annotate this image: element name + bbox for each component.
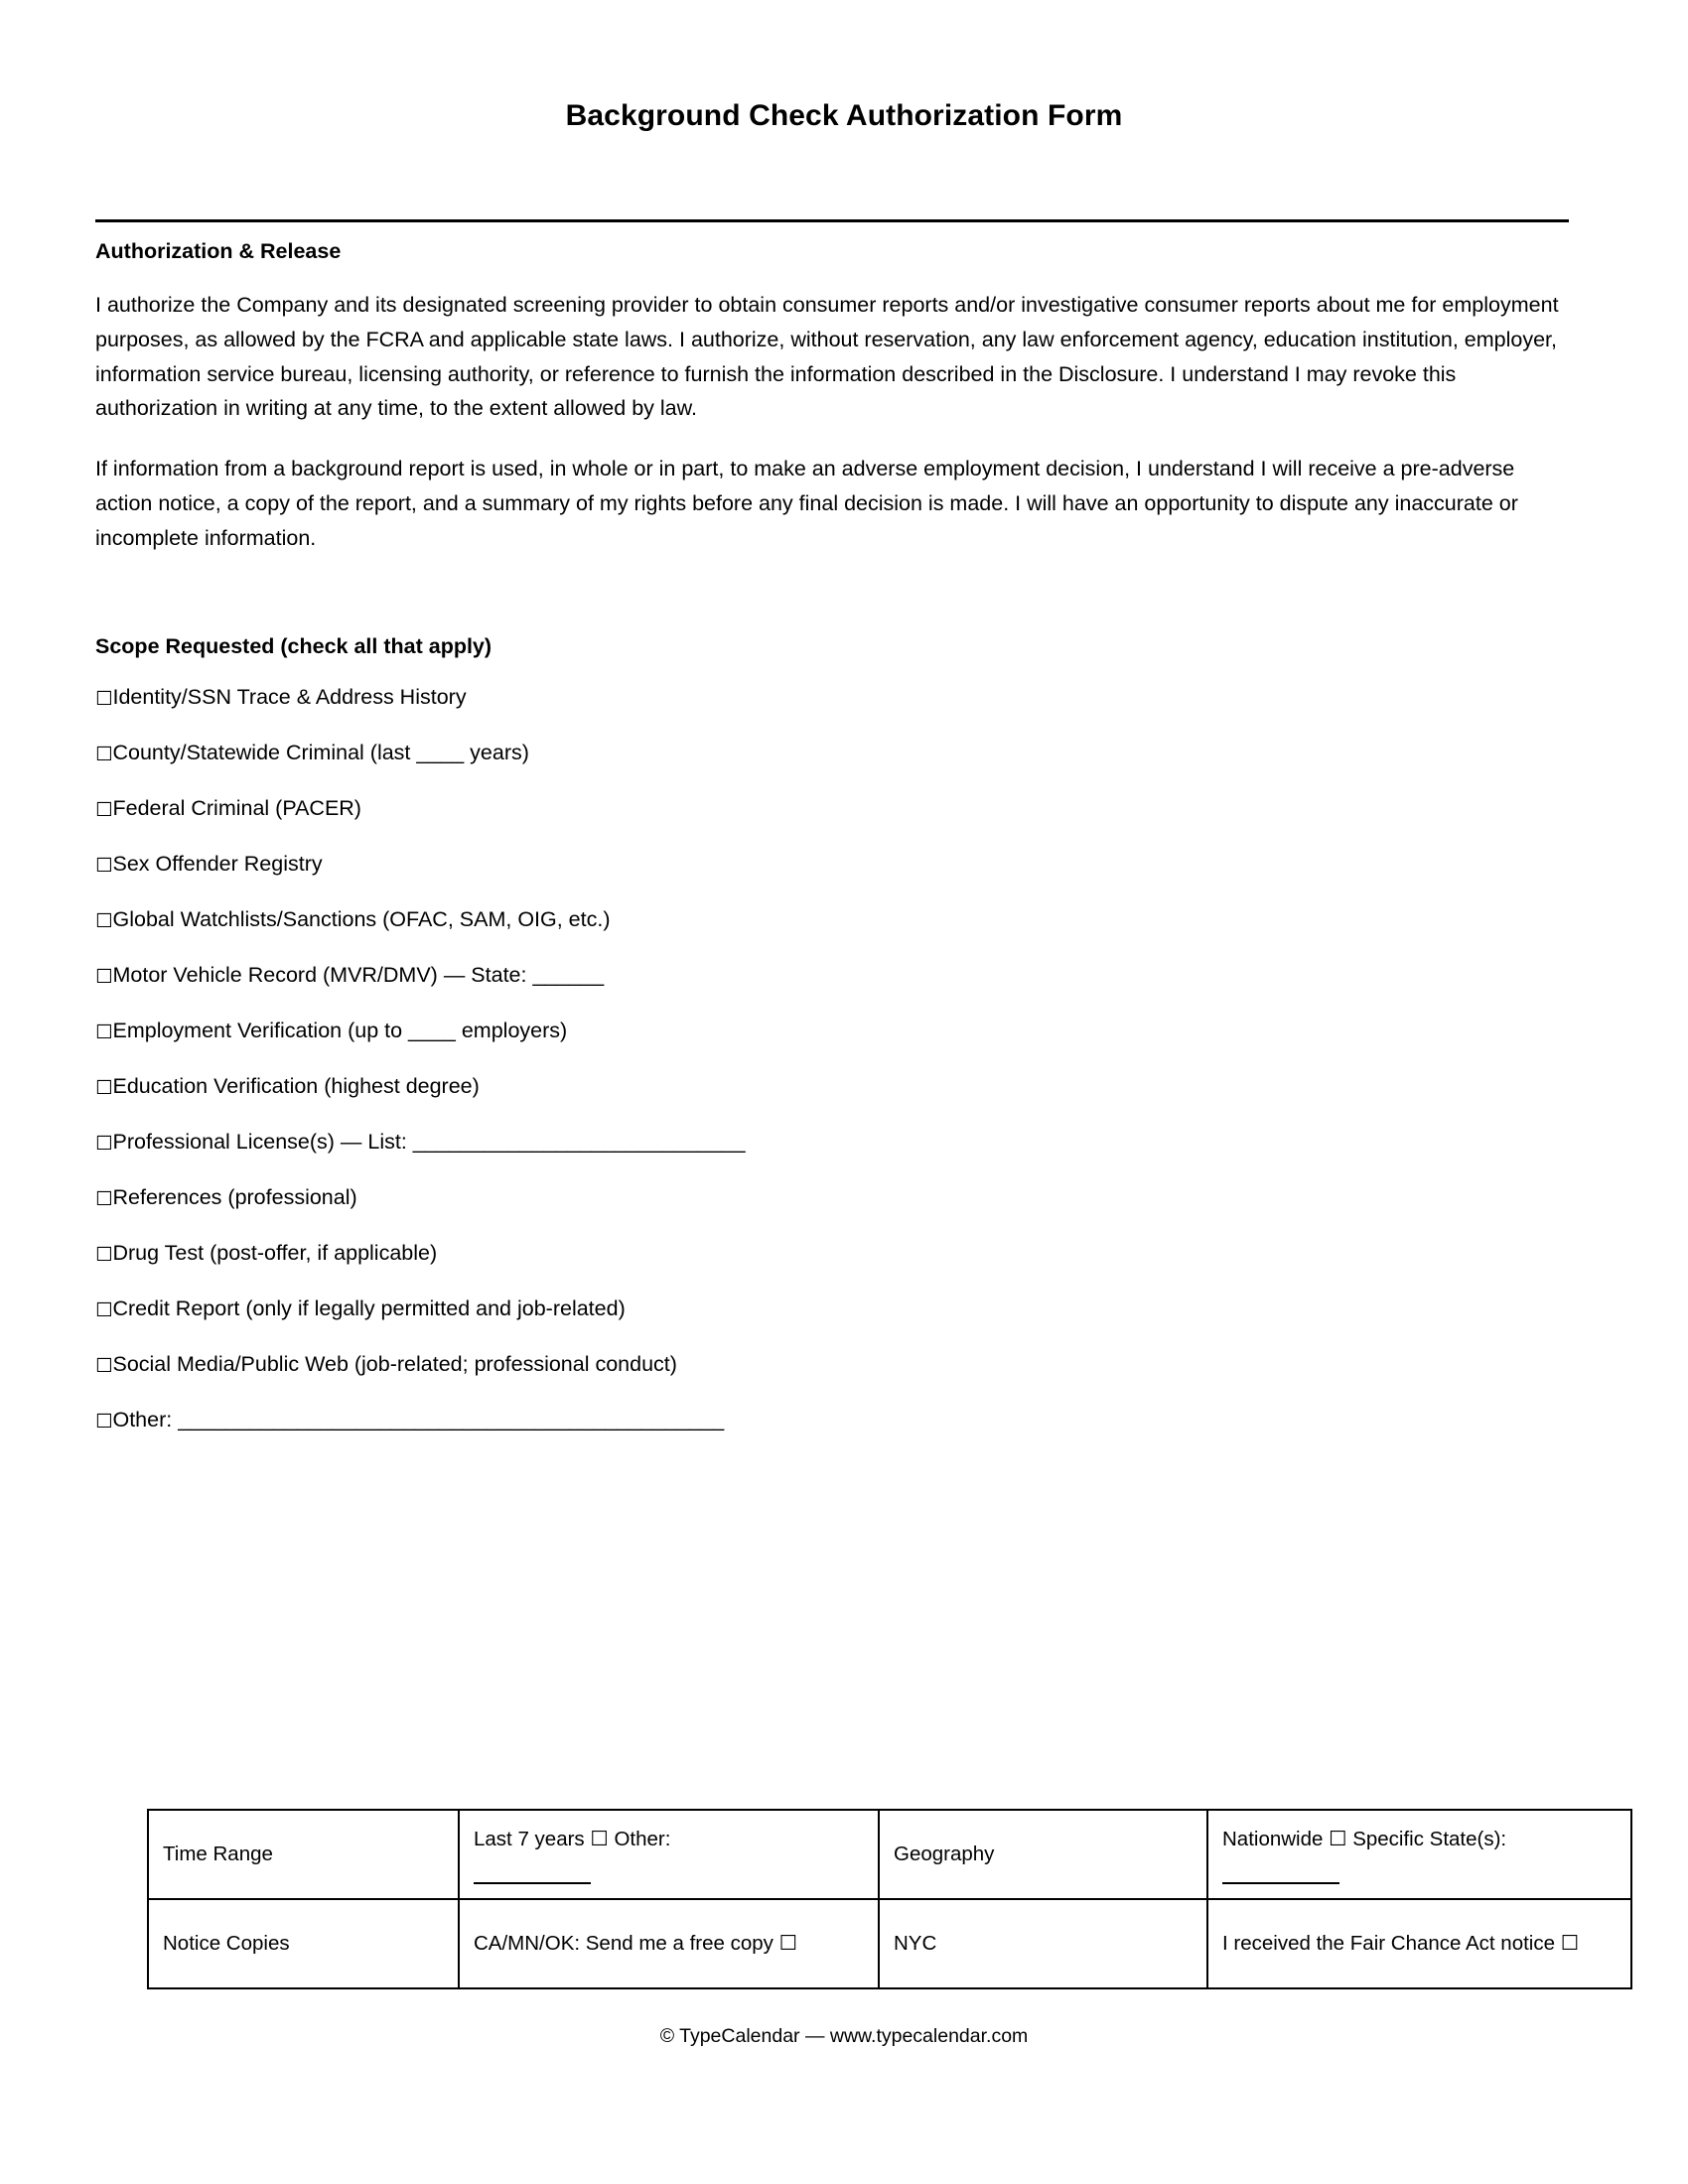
- authorization-paragraph-2: If information from a background report is used, in whole or in part, to make an adverse employment decision, I understand I will receive a pre-adverse action notice, a copy of the report, and a summary of my rights before any final decision is made. I will have an opportunity to dispute any inaccurate or incomplete information.: [95, 457, 1518, 550]
- title-divider: [95, 219, 1569, 222]
- scope-item-county-statewide-criminal[interactable]: [95, 739, 1569, 767]
- page-footer: © TypeCalendar — www.typecalendar.com: [659, 2025, 1029, 2047]
- checkbox-icon[interactable]: ☐: [95, 964, 113, 988]
- scope-item-label: Motor Vehicle Record (MVR/DMV) — State: ______: [112, 962, 605, 987]
- checkbox-icon[interactable]: ☐: [95, 853, 113, 877]
- scope-item-label: References (professional): [112, 1184, 357, 1209]
- scope-item-other[interactable]: [95, 1406, 1569, 1434]
- scope-item-drug-test[interactable]: [95, 1239, 1569, 1268]
- checkbox-icon[interactable]: ☐: [95, 1242, 113, 1266]
- table-cell-geography-value[interactable]: [1207, 1810, 1631, 1899]
- authorization-section-heading: Authorization & Release: [95, 239, 342, 263]
- checkbox-icon[interactable]: ☐: [95, 797, 113, 821]
- checkbox-icon[interactable]: ☐: [95, 1409, 113, 1433]
- scope-item-label: Sex Offender Registry: [112, 851, 323, 876]
- scope-item-label: Identity/SSN Trace & Address History: [112, 684, 467, 709]
- time-range-blank-line[interactable]: [474, 1881, 591, 1884]
- scope-checklist: [95, 683, 1569, 1434]
- checkbox-icon[interactable]: ☐: [95, 742, 113, 765]
- scope-item-references[interactable]: [95, 1183, 1569, 1212]
- scope-item-education-verification[interactable]: [95, 1072, 1569, 1101]
- checkbox-icon[interactable]: ☐: [95, 1131, 113, 1155]
- scope-item-label: Other: ______________________________________________: [112, 1407, 725, 1432]
- scope-item-social-media[interactable]: [95, 1350, 1569, 1379]
- table-row: [148, 1899, 1631, 1988]
- scope-item-credit-report[interactable]: [95, 1295, 1569, 1323]
- scope-item-sex-offender-registry[interactable]: [95, 850, 1569, 879]
- authorization-paragraph-1: I authorize the Company and its designated screening provider to obtain consumer reports and/or investigative consumer reports about me for employment purposes, as allowed by the FCRA and applicable state laws. I authorize, without reservation, any law enforcement agency, education institution, employer, information service bureau, licensing authority, or reference to furnish the information described in the Disclosure. I understand I may revoke this authorization in writing at any time, to the extent allowed by law.: [95, 292, 1559, 421]
- geography-options: Nationwide ☐ Specific State(s):: [1222, 1828, 1507, 1851]
- scope-item-label: Employment Verification (up to ____ employers): [112, 1018, 568, 1042]
- scope-item-label: County/Statewide Criminal (last ____ years): [112, 740, 529, 764]
- table-cell-notice-copies-value[interactable]: CA/MN/OK: Send me a free copy ☐: [459, 1899, 879, 1988]
- geography-blank-line[interactable]: [1222, 1881, 1339, 1884]
- scope-item-motor-vehicle-record[interactable]: [95, 961, 1569, 990]
- table-cell-notice-copies-label: Notice Copies: [148, 1899, 459, 1988]
- document-content: [95, 238, 1569, 1461]
- scope-item-label: Professional License(s) — List: ____________________________: [112, 1129, 746, 1154]
- checkbox-icon[interactable]: ☐: [95, 908, 113, 932]
- scope-item-label: Education Verification (highest degree): [112, 1073, 480, 1098]
- scope-item-label: Social Media/Public Web (job-related; professional conduct): [112, 1351, 677, 1376]
- scope-item-professional-license[interactable]: [95, 1128, 1569, 1157]
- scope-item-global-watchlists[interactable]: [95, 905, 1569, 934]
- table-cell-nyc-value[interactable]: I received the Fair Chance Act notice ☐: [1207, 1899, 1631, 1988]
- details-table: [147, 1809, 1632, 1989]
- scope-section-heading: Scope Requested (check all that apply): [95, 633, 492, 658]
- checkbox-icon[interactable]: ☐: [95, 1353, 113, 1377]
- scope-item-federal-criminal[interactable]: [95, 794, 1569, 823]
- time-range-options: Last 7 years ☐ Other:: [474, 1828, 671, 1851]
- checkbox-icon[interactable]: ☐: [95, 686, 113, 710]
- scope-item-identity-ssn-trace[interactable]: [95, 683, 1569, 712]
- scope-item-label: Global Watchlists/Sanctions (OFAC, SAM, OIG, etc.): [112, 906, 611, 931]
- section-spacer: [95, 582, 1569, 633]
- scope-item-label: Federal Criminal (PACER): [112, 795, 361, 820]
- table-cell-time-range-label: Time Range: [148, 1810, 459, 1899]
- checkbox-icon[interactable]: ☐: [95, 1020, 113, 1043]
- scope-item-label: Credit Report (only if legally permitted and job-related): [112, 1296, 626, 1320]
- checkbox-icon[interactable]: ☐: [95, 1297, 113, 1321]
- scope-item-label: Drug Test (post-offer, if applicable): [112, 1240, 438, 1265]
- table-row: [148, 1810, 1631, 1899]
- scope-item-employment-verification[interactable]: [95, 1017, 1569, 1045]
- table-cell-time-range-value[interactable]: [459, 1810, 879, 1899]
- page-title: Background Check Authorization Form: [565, 99, 1123, 132]
- checkbox-icon[interactable]: ☐: [95, 1075, 113, 1099]
- table-cell-nyc-label: NYC: [879, 1899, 1207, 1988]
- checkbox-icon[interactable]: ☐: [95, 1186, 113, 1210]
- table-cell-geography-label: Geography: [879, 1810, 1207, 1899]
